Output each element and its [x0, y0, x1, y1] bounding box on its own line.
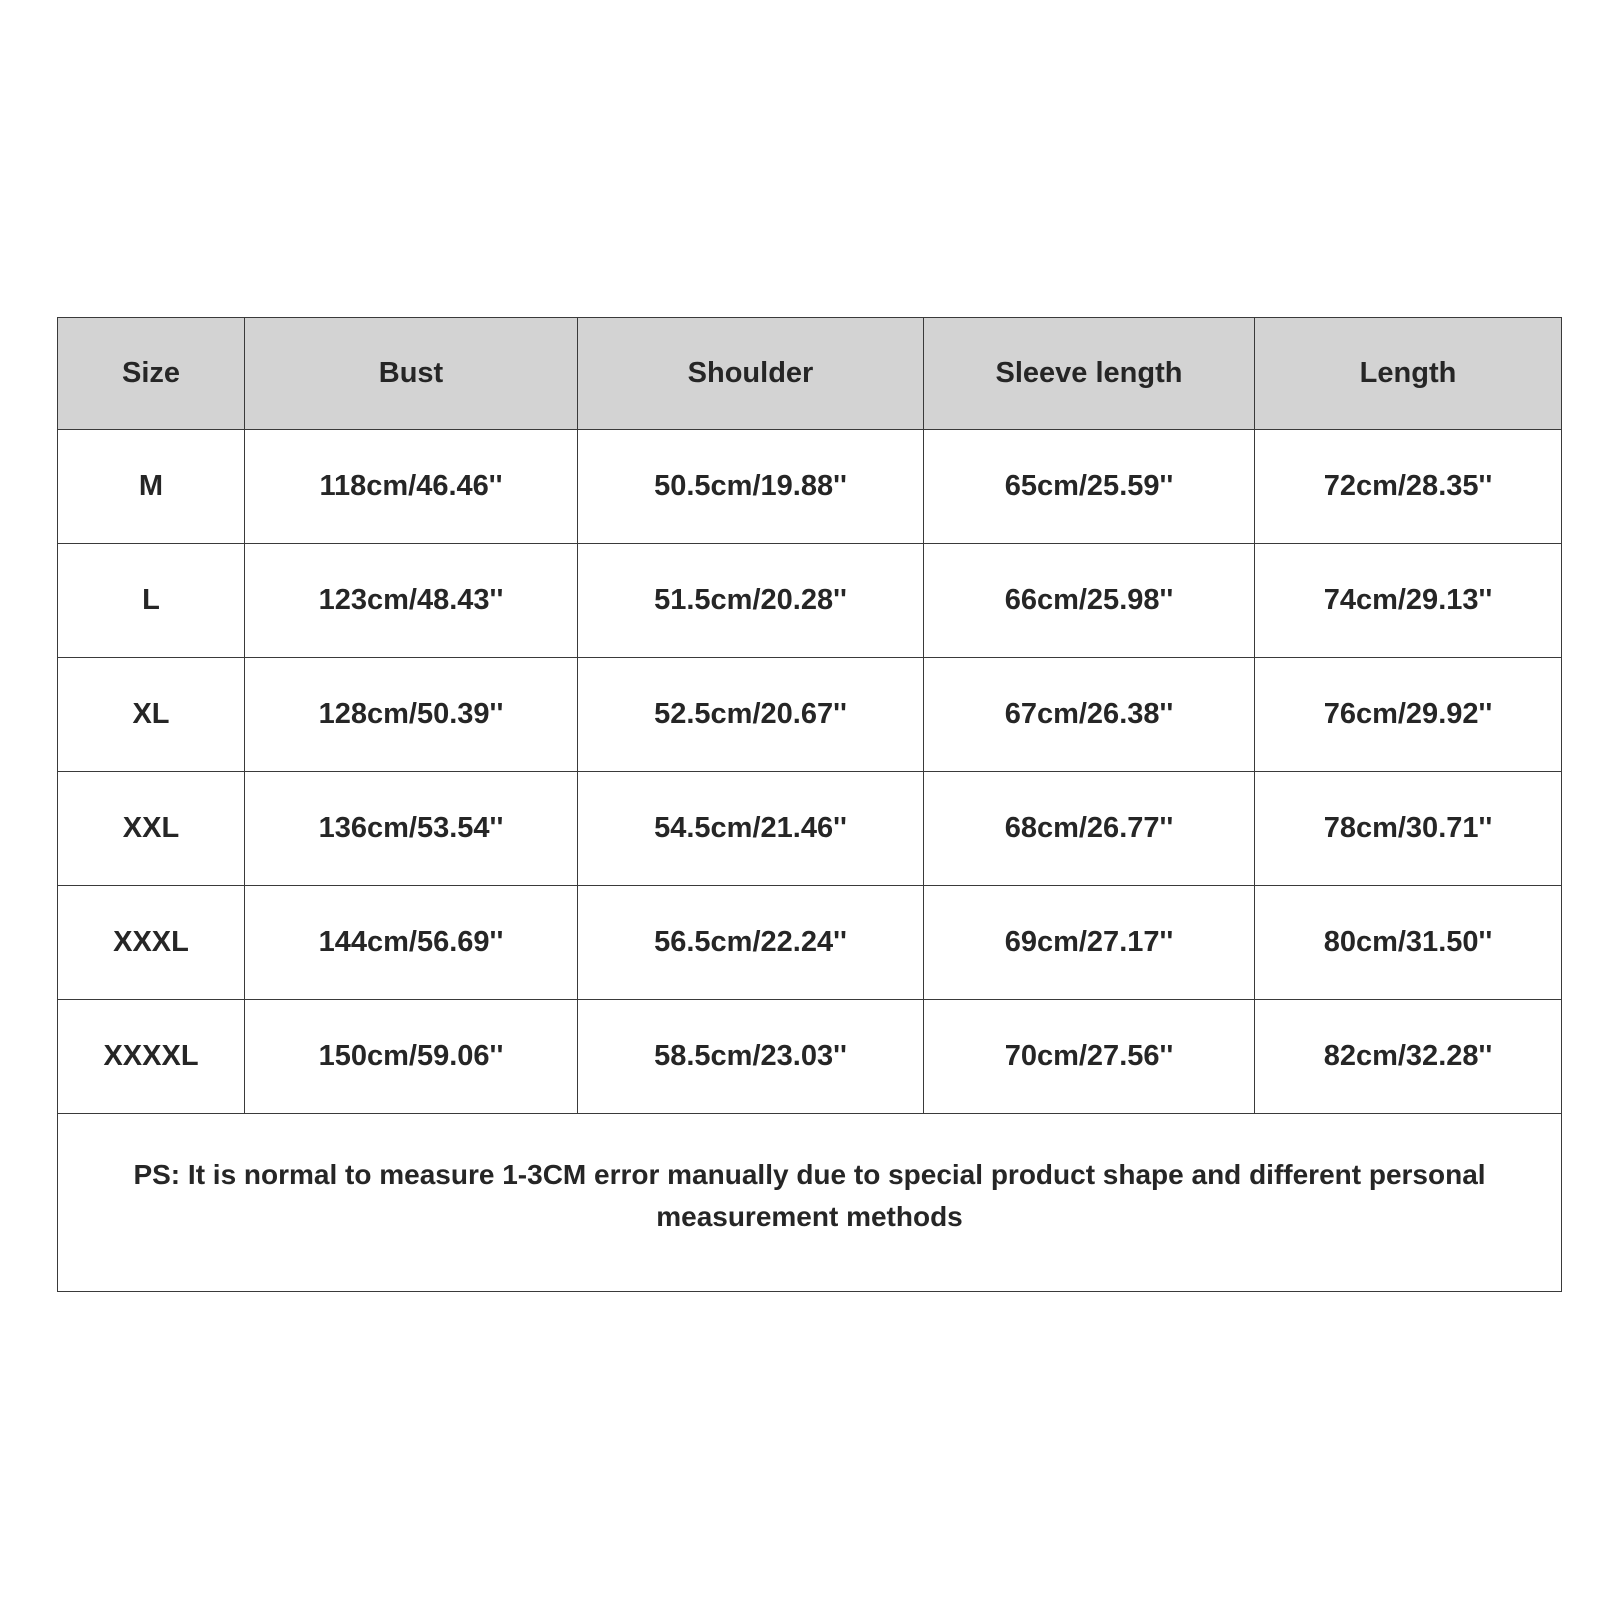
cell-bust: 118cm/46.46'' [245, 430, 578, 544]
header-size: Size [58, 318, 245, 430]
table-row [58, 772, 1562, 886]
cell-bust: 144cm/56.69'' [245, 886, 578, 1000]
cell-shoulder: 51.5cm/20.28'' [578, 544, 924, 658]
cell-shoulder: 54.5cm/21.46'' [578, 772, 924, 886]
header-bust: Bust [245, 318, 578, 430]
note-row [58, 1114, 1562, 1292]
cell-length: 78cm/30.71'' [1255, 772, 1562, 886]
cell-shoulder: 56.5cm/22.24'' [578, 886, 924, 1000]
cell-sleeve-length: 66cm/25.98'' [924, 544, 1255, 658]
cell-sleeve-length: 70cm/27.56'' [924, 1000, 1255, 1114]
cell-shoulder: 58.5cm/23.03'' [578, 1000, 924, 1114]
table-header [58, 318, 1562, 430]
table-row [58, 886, 1562, 1000]
table-row [58, 544, 1562, 658]
cell-length: 80cm/31.50'' [1255, 886, 1562, 1000]
cell-shoulder: 50.5cm/19.88'' [578, 430, 924, 544]
table-row [58, 1000, 1562, 1114]
cell-size: M [58, 430, 245, 544]
cell-sleeve-length: 65cm/25.59'' [924, 430, 1255, 544]
cell-length: 82cm/32.28'' [1255, 1000, 1562, 1114]
table-row [58, 658, 1562, 772]
cell-size: L [58, 544, 245, 658]
cell-size: XXXXL [58, 1000, 245, 1114]
header-row [58, 318, 1562, 430]
cell-sleeve-length: 69cm/27.17'' [924, 886, 1255, 1000]
cell-sleeve-length: 68cm/26.77'' [924, 772, 1255, 886]
size-chart-table [57, 317, 1562, 1292]
table-row [58, 430, 1562, 544]
cell-size: XL [58, 658, 245, 772]
header-shoulder: Shoulder [578, 318, 924, 430]
cell-size: XXXL [58, 886, 245, 1000]
cell-bust: 150cm/59.06'' [245, 1000, 578, 1114]
cell-bust: 123cm/48.43'' [245, 544, 578, 658]
cell-sleeve-length: 67cm/26.38'' [924, 658, 1255, 772]
header-length: Length [1255, 318, 1562, 430]
cell-size: XXL [58, 772, 245, 886]
cell-length: 72cm/28.35'' [1255, 430, 1562, 544]
cell-bust: 136cm/53.54'' [245, 772, 578, 886]
table-body [58, 430, 1562, 1292]
cell-shoulder: 52.5cm/20.67'' [578, 658, 924, 772]
cell-bust: 128cm/50.39'' [245, 658, 578, 772]
measurement-note: PS: It is normal to measure 1-3CM error manually due to special product shape and different personal measurement methods [58, 1114, 1562, 1292]
header-sleeve-length: Sleeve length [924, 318, 1255, 430]
cell-length: 76cm/29.92'' [1255, 658, 1562, 772]
cell-length: 74cm/29.13'' [1255, 544, 1562, 658]
